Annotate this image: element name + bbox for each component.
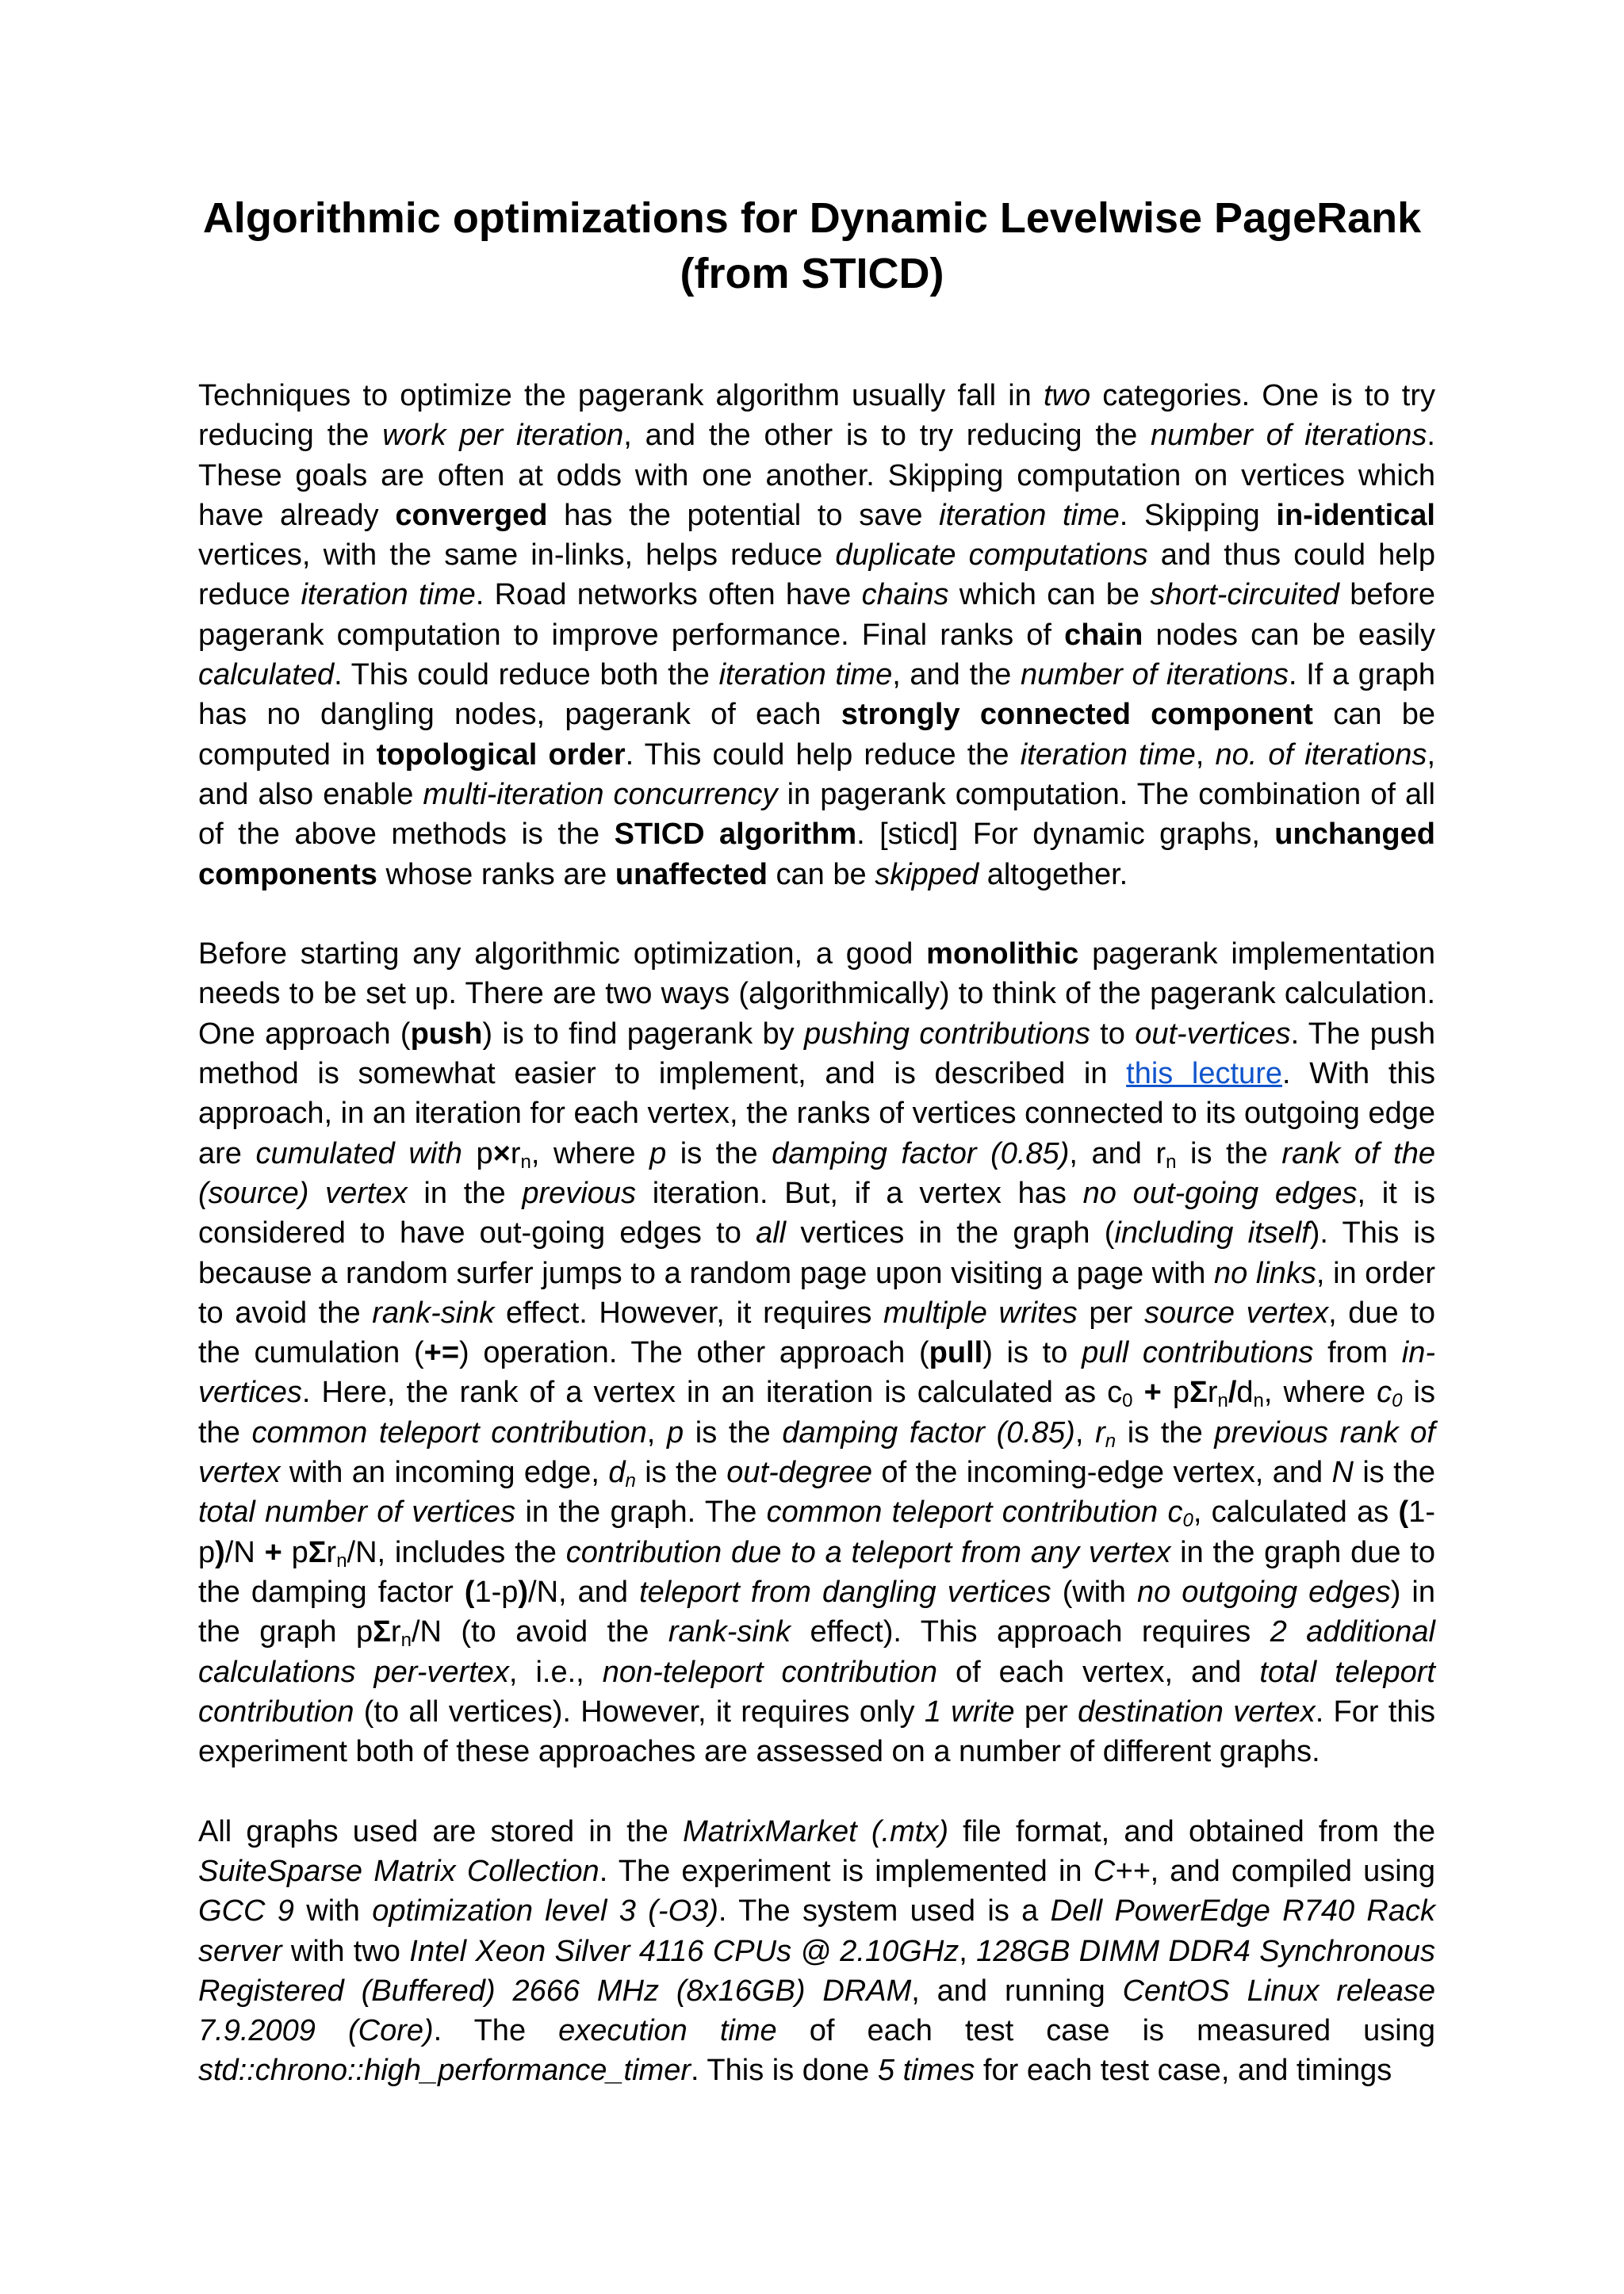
text-run: , and compiled using — [1150, 1854, 1436, 1888]
subscript: n — [1217, 1390, 1228, 1412]
text-run: to — [1090, 1017, 1136, 1051]
text-run: and thus could help reduce — [198, 538, 1435, 612]
subscript: n — [400, 1630, 412, 1652]
text-run: ) is to find pagerank by — [482, 1017, 804, 1051]
italic-text: short-circuited — [1150, 578, 1339, 612]
text-run: of the incoming-edge vertex, and — [872, 1456, 1332, 1490]
text-run: , — [1074, 1415, 1096, 1450]
text-run: effect. However, it requires — [494, 1296, 883, 1330]
italic-text: no out-going edges — [1082, 1176, 1358, 1210]
text-run: . Road networks often have — [475, 578, 862, 612]
subscript: 0 — [1122, 1390, 1133, 1412]
italic-subscript: 0 — [1392, 1390, 1403, 1412]
italic-text: std::chrono::high_performance_timer — [198, 2054, 691, 2088]
italic-text: duplicate computations — [835, 538, 1148, 573]
text-run — [1133, 1376, 1144, 1409]
italic-text: no. of iterations — [1215, 737, 1427, 772]
text-run: iteration. But, if a vertex has — [636, 1176, 1083, 1210]
italic-text: total teleport contribution — [198, 1655, 1435, 1729]
text-run: in pagerank computation. The combination of all of the above methods is the — [198, 777, 1435, 852]
document-body — [198, 376, 1435, 2091]
italic-text: SuiteSparse Matrix Collection — [198, 1854, 599, 1888]
text-run: per — [1014, 1695, 1078, 1729]
text-run: p — [282, 1535, 308, 1569]
bold-text: unaffected — [615, 857, 768, 891]
text-run: . The system used is a — [718, 1894, 1051, 1928]
italic-text: iteration time — [301, 578, 476, 612]
text-run: . This is done — [691, 2054, 878, 2088]
italic-text: rank of the (source) vertex — [198, 1136, 1435, 1210]
italic-text: number of iterations — [1020, 658, 1289, 692]
bold-text: pull — [929, 1336, 983, 1370]
italic-text: pull contributions — [1082, 1336, 1314, 1370]
bold-text: STICD algorithm — [614, 818, 857, 852]
text-run: vertices in the graph ( — [786, 1216, 1115, 1250]
italic-text: calculated — [198, 658, 335, 692]
italic-text: iteration time — [718, 658, 893, 692]
subscript: n — [520, 1151, 531, 1173]
page-title: Algorithmic optimizations for Dynamic Levelwise PageRank (from STICD) — [202, 194, 1422, 297]
paragraph-techniques — [198, 376, 1435, 894]
italic-subscript: n — [1105, 1430, 1116, 1452]
text-run: /N — [224, 1535, 265, 1569]
text-run: All graphs used are stored in the — [198, 1814, 684, 1848]
text-run: from — [1313, 1336, 1402, 1370]
text-run: can be computed in — [198, 698, 1435, 772]
bold-text: ( — [464, 1575, 475, 1609]
text-run: r — [510, 1136, 521, 1170]
text-run: before pagerank computation to improve performance. Final ranks of — [198, 578, 1435, 652]
text-run: pagerank implementation needs to be set up. There are two ways (algorithmically) to think of the pagerank calculation. One approach ( — [198, 937, 1436, 1051]
subscript: n — [1253, 1390, 1264, 1412]
italic-text: skipped — [875, 857, 979, 891]
bold-text: monolithic — [926, 937, 1079, 971]
italic-text: N — [1331, 1456, 1354, 1490]
text-run: r — [390, 1615, 401, 1649]
text-run: Techniques to optimize the pagerank algorithm usually fall in — [198, 379, 1044, 412]
italic-text: all — [756, 1216, 787, 1250]
italic-text: contribution due to a teleport from any vertex — [565, 1535, 1171, 1569]
text-run: p — [462, 1136, 493, 1170]
italic-text: GCC 9 — [198, 1894, 294, 1928]
text-run: file format, and obtained from the — [948, 1814, 1436, 1848]
text-run: , where — [530, 1136, 650, 1170]
bold-text: × — [492, 1136, 511, 1170]
text-run: , — [646, 1415, 667, 1450]
text-run: whose ranks are — [377, 857, 615, 891]
italic-text: c — [1377, 1376, 1392, 1410]
text-run: nodes can be easily — [1143, 618, 1435, 652]
text-run: is the — [666, 1136, 772, 1170]
italic-text: common teleport contribution — [251, 1415, 647, 1450]
text-run: in the — [407, 1176, 523, 1210]
italic-text: p — [667, 1415, 684, 1450]
text-run: r — [1207, 1376, 1218, 1410]
text-run: which can be — [948, 578, 1151, 612]
text-run: . This could reduce both the — [334, 658, 719, 692]
text-run: . For this experiment both of these approaches are assessed on a number of different graphs. — [198, 1695, 1436, 1769]
text-run: in the graph due to the damping factor — [198, 1535, 1435, 1609]
lecture-link[interactable]: this lecture — [1126, 1057, 1282, 1091]
italic-text: multiple writes — [883, 1296, 1078, 1330]
text-run: . These goals are often at odds with one another. Skipping computation on vertices which have already — [198, 419, 1435, 532]
italic-text: MatrixMarket (.mtx) — [683, 1814, 948, 1848]
text-run: 1-p — [474, 1575, 519, 1609]
text-run: , it is considered to have out-going edges to — [198, 1176, 1435, 1250]
italic-text: iteration time — [1020, 737, 1196, 772]
bold-text: chain — [1064, 618, 1143, 652]
text-run: p — [1161, 1376, 1190, 1410]
text-run: (to all vertices). However, it requires only — [354, 1695, 925, 1729]
text-run: /N (to avoid the — [411, 1615, 668, 1649]
text-run: . Skipping — [1119, 498, 1277, 532]
text-run: vertices, with the same in-links, helps reduce — [198, 538, 836, 573]
text-run: , where — [1263, 1376, 1377, 1410]
italic-text: no outgoing edges — [1136, 1575, 1391, 1609]
italic-text: p — [649, 1136, 667, 1170]
italic-subscript: 0 — [1182, 1510, 1193, 1532]
text-run: . With this approach, in an iteration for each vertex, the ranks of vertices connected to its outgoing edge are — [198, 1057, 1435, 1170]
bold-text: in-identical — [1276, 498, 1435, 532]
italic-text: teleport from dangling vertices — [639, 1575, 1051, 1609]
text-run: , due to the cumulation ( — [198, 1296, 1435, 1370]
italic-text: work per iteration — [382, 419, 624, 453]
italic-text: C++ — [1093, 1854, 1151, 1888]
text-run: ) in the graph p — [198, 1575, 1435, 1649]
paragraph-experimental-setup — [198, 1812, 1435, 2091]
text-run: . Here, the rank of a vertex in an iteration is calculated as c — [301, 1376, 1123, 1410]
italic-text: chains — [861, 578, 949, 612]
text-run: 1-p — [198, 1496, 1435, 1569]
italic-text: total number of vertices — [198, 1496, 516, 1530]
bold-text: += — [423, 1336, 460, 1370]
bold-text: ) — [518, 1575, 529, 1609]
italic-text: previous — [522, 1176, 636, 1210]
text-run: , and also enable — [198, 737, 1435, 811]
text-run: ) operation. The other approach ( — [459, 1336, 929, 1370]
text-run: , — [959, 1934, 977, 1968]
italic-subscript: n — [625, 1470, 636, 1492]
bold-text: converged — [395, 498, 548, 532]
text-run: . This could help reduce the — [625, 737, 1021, 772]
italic-text: CentOS Linux release 7.9.2009 (Core) — [198, 1974, 1435, 2048]
bold-text: push — [410, 1017, 483, 1051]
bold-text: topological order — [376, 737, 626, 772]
text-run: of each test case is measured using — [776, 2014, 1435, 2048]
text-run: per — [1077, 1296, 1144, 1330]
bold-text: Σ — [373, 1615, 391, 1649]
text-run: is the — [1176, 1136, 1282, 1170]
italic-text: damping factor (0.85) — [782, 1415, 1075, 1450]
text-run: is the — [635, 1456, 727, 1490]
italic-text: damping factor (0.85) — [772, 1136, 1070, 1170]
text-run: for each test case, and timings — [975, 2054, 1392, 2088]
italic-text: in-vertices — [198, 1336, 1435, 1410]
italic-text: source vertex — [1143, 1296, 1329, 1330]
italic-text: optimization level 3 (-O3) — [372, 1894, 718, 1928]
bold-text: + — [1143, 1376, 1162, 1410]
bold-text: ( — [1398, 1496, 1409, 1530]
italic-text: 128GB DIMM DDR4 Synchronous Registered (Buffered) 2666 MHz (8x16GB) DRAM — [198, 1934, 1435, 2008]
text-run: d — [1236, 1376, 1254, 1410]
italic-text: out-degree — [726, 1456, 873, 1490]
text-run: /N, and — [528, 1575, 640, 1609]
text-run: is the — [1116, 1415, 1215, 1450]
text-run: is the — [198, 1376, 1436, 1450]
italic-text: number of iterations — [1151, 419, 1427, 453]
text-run: of each vertex, and — [936, 1655, 1260, 1689]
text-run: effect). This approach requires — [791, 1615, 1270, 1649]
italic-text: Intel Xeon Silver 4116 CPUs @ 2.10GHz — [409, 1934, 959, 1968]
text-run: . [sticd] For dynamic graphs, — [856, 818, 1275, 852]
italic-text: rank-sink — [668, 1615, 791, 1649]
text-run: with an incoming edge, — [280, 1456, 609, 1490]
subscript: n — [336, 1549, 347, 1572]
bold-text: / — [1228, 1376, 1237, 1410]
text-run: r — [326, 1535, 337, 1569]
italic-text: pushing contributions — [803, 1017, 1090, 1051]
bold-text: strongly connected component — [841, 698, 1313, 732]
text-run: , and the — [892, 658, 1021, 692]
italic-text: including itself — [1114, 1216, 1310, 1250]
text-run: , and r — [1069, 1136, 1166, 1170]
text-run: , in order to avoid the — [198, 1256, 1436, 1330]
text-run: in the graph. The — [515, 1496, 767, 1530]
bold-text: ) — [215, 1535, 225, 1569]
italic-text: previous rank of vertex — [198, 1415, 1435, 1490]
text-run: ). This is because a random surfer jumps to a random page upon visiting a page with — [198, 1216, 1435, 1290]
text-run: /N, includes the — [347, 1535, 566, 1569]
text-run: is the — [1353, 1456, 1435, 1490]
italic-text: rank-sink — [372, 1296, 495, 1330]
text-run: can be — [767, 857, 875, 891]
italic-text: no links — [1214, 1256, 1316, 1290]
paragraph-monolithic-implementation — [198, 934, 1435, 1771]
italic-text: cumulated with — [255, 1136, 462, 1170]
text-run: is the — [684, 1415, 783, 1450]
italic-text: iteration time — [939, 498, 1120, 532]
italic-text: 5 times — [877, 2054, 975, 2088]
italic-text: common teleport contribution c — [766, 1496, 1183, 1530]
bold-text: Σ — [308, 1535, 327, 1569]
text-run: with — [293, 1894, 373, 1928]
bold-text: unchanged components — [198, 818, 1435, 891]
text-run: has the potential to save — [547, 498, 940, 532]
text-run: ) is to — [982, 1336, 1082, 1370]
text-run: , and running — [911, 1974, 1123, 2008]
italic-text: 2 additional calculations per-vertex — [198, 1615, 1435, 1689]
italic-text: Dell PowerEdge R740 Rack server — [198, 1894, 1435, 1968]
italic-text: 1 write — [924, 1695, 1015, 1729]
italic-text: destination vertex — [1078, 1695, 1316, 1729]
text-run: . The — [433, 2014, 559, 2048]
text-run: Before starting any algorithmic optimization, a good — [198, 937, 927, 971]
italic-text: d — [608, 1456, 626, 1490]
italic-text: r — [1095, 1415, 1105, 1450]
text-run: categories. One is to try reducing the — [198, 379, 1436, 453]
text-run: . If a graph has no dangling nodes, pagerank of each — [198, 658, 1435, 732]
italic-text: multi-iteration concurrency — [423, 777, 778, 811]
text-run: (with — [1051, 1575, 1137, 1609]
italic-text: two — [1043, 379, 1091, 412]
subscript: n — [1166, 1151, 1177, 1173]
text-run: altogether. — [979, 857, 1128, 891]
text-run: with two — [282, 1934, 410, 1968]
italic-text: execution time — [558, 2014, 777, 2048]
bold-text: + — [264, 1535, 282, 1569]
text-run: , i.e., — [508, 1655, 603, 1689]
text-run: , and the other is to try reducing the — [623, 419, 1151, 453]
text-run: . The experiment is implemented in — [599, 1854, 1094, 1888]
italic-text: non-teleport contribution — [602, 1655, 937, 1689]
bold-text: Σ — [1189, 1376, 1208, 1410]
italic-text: out-vertices — [1135, 1017, 1291, 1051]
text-run: . The push method is somewhat easier to implement, and is described in — [198, 1017, 1435, 1091]
text-run: , calculated as — [1193, 1496, 1399, 1530]
text-run: , — [1195, 737, 1216, 772]
